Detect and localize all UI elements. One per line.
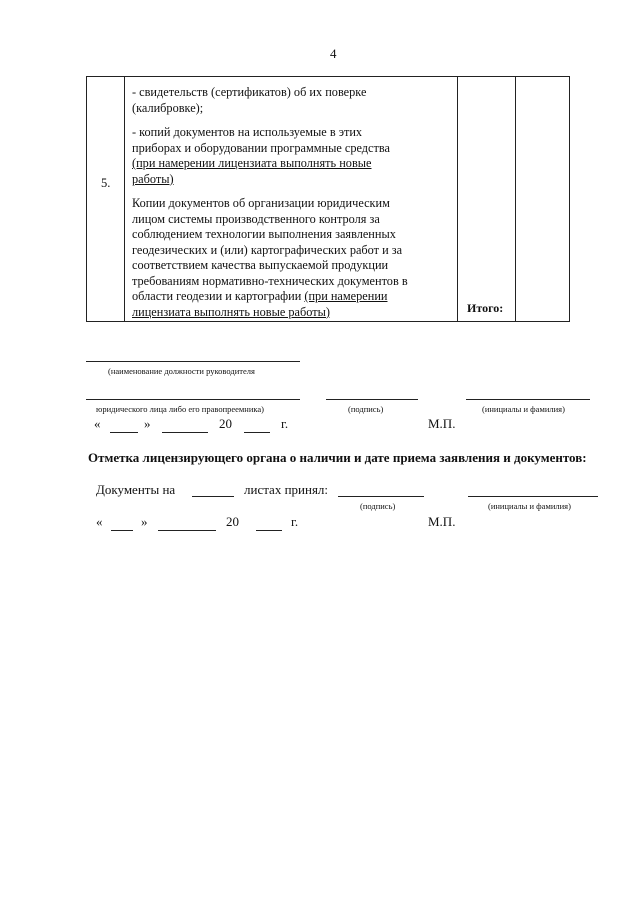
desc-main-note: (при намерении лицензиата выполнять новые работы) [132, 289, 388, 319]
acceptance-date-open-quote: « [96, 514, 103, 529]
acceptance-stamp-label: М.П. [428, 514, 456, 529]
desc-item-software-text: - копий документов на используемые в этих приборах и оборудовании программные средства [132, 125, 390, 155]
table-divider [457, 77, 458, 321]
row-number: 5. [101, 176, 111, 190]
position-caption: (наименование должности руководителя [108, 366, 255, 376]
total-label: Итого: [467, 301, 504, 315]
date-close-quote: » [144, 416, 151, 431]
documents-table [86, 76, 570, 322]
acceptance-year-suffix: г. [291, 514, 299, 529]
year-suffix: г. [281, 416, 289, 431]
acceptance-day-line [111, 530, 133, 531]
acceptance-initials-caption: (инициалы и фамилия) [488, 501, 571, 511]
sheets-accepted-label: листах принял: [244, 482, 329, 497]
acceptance-date-close-quote: » [141, 514, 148, 529]
initials-line [466, 399, 590, 400]
row-description [132, 85, 414, 329]
stamp-label: М.П. [428, 416, 456, 431]
acceptance-initials-line [468, 496, 598, 497]
sheets-count-line [192, 496, 234, 497]
page-number: 4 [330, 46, 337, 61]
date-open-quote: « [94, 416, 101, 431]
acceptance-signature-caption: (подпись) [360, 501, 396, 511]
desc-main-text: Копии документов об организации юридическим лицом системы производственного контроля за соблюдением технологии выполнения заявленных геодезических и (или) картографических работ и за соответствием качества выпускаемой продукции требованиям нормативно-технических документов в области геодезии и картографии [132, 196, 408, 303]
desc-main [132, 196, 414, 320]
acceptance-year-prefix: 20 [226, 514, 239, 529]
position-line-2 [86, 399, 300, 400]
signature-line [326, 399, 418, 400]
position-caption-2: юридического лица либо его правопреемника) [96, 404, 265, 414]
initials-caption: (инициалы и фамилия) [482, 404, 565, 414]
year-line [244, 432, 270, 433]
year-prefix: 20 [219, 416, 232, 431]
table-divider [515, 77, 516, 321]
position-line [86, 361, 300, 362]
acceptance-heading: Отметка лицензирующего органа о наличии и дате приема заявления и документов: [88, 450, 587, 465]
acceptance-signature-line [338, 496, 424, 497]
desc-item-software-note: (при намерении лицензиата выполнять новые работы) [132, 156, 372, 186]
table-divider [124, 77, 125, 321]
desc-item-software [132, 125, 414, 187]
date-month-line [162, 432, 208, 433]
acceptance-month-line [158, 530, 216, 531]
acceptance-year-line [256, 530, 282, 531]
signature-caption: (подпись) [348, 404, 384, 414]
desc-item-certificates: - свидетельств (сертификатов) об их поверке (калибровке); [132, 85, 367, 115]
date-day-line [110, 432, 138, 433]
docs-on-label: Документы на [96, 482, 176, 497]
